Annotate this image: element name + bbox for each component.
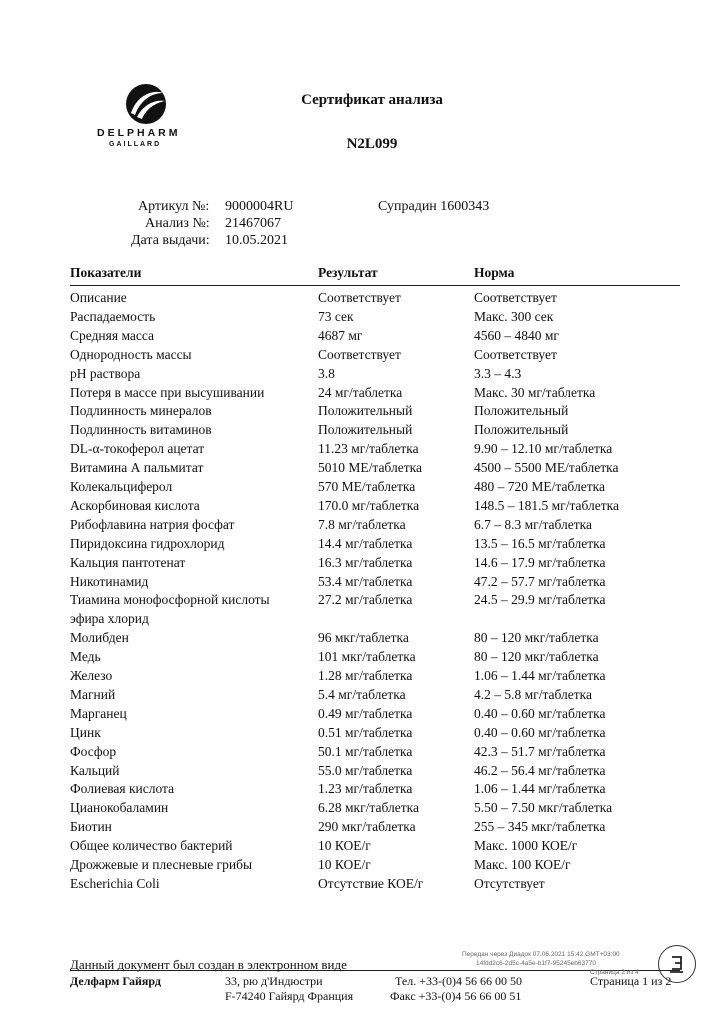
row-result: 7.8 мг/таблетка xyxy=(318,516,406,532)
row-parameter: Железо xyxy=(70,668,113,683)
row-norm: 6.7 – 8.3 мг/таблетка xyxy=(474,516,593,532)
row-result: Отсутствие КОЕ/г xyxy=(318,875,424,891)
row-norm: 80 – 120 мкг/таблетка xyxy=(474,630,599,646)
row-parameter: эфира хлорид xyxy=(70,611,149,627)
row-result: Соответствует xyxy=(318,346,401,362)
row-result: 290 мкг/таблетка xyxy=(318,819,416,835)
row-norm: Соответствует xyxy=(474,290,557,305)
row-norm: 3.3 – 4.3 xyxy=(474,365,522,381)
row-norm: 14.6 – 17.9 мг/таблетка xyxy=(474,554,606,570)
row-norm: 4.2 – 5.8 мг/таблетка xyxy=(474,686,593,702)
row-parameter: Средняя масса xyxy=(70,327,155,343)
row-result: 10 КОЕ/г xyxy=(318,857,371,872)
row-result: 14.4 мг/таблетка xyxy=(318,535,413,551)
diadoc-logo-icon xyxy=(659,946,695,982)
analysis-value: 21467067 xyxy=(225,216,281,231)
row-parameter: Потеря в массе при высушивании xyxy=(70,384,265,400)
row-result: 96 мкг/таблетка xyxy=(318,630,409,646)
row-norm: 5.50 – 7.50 мкг/таблетка xyxy=(474,800,613,816)
row-norm: Положительный xyxy=(474,403,569,419)
row-result: 5.4 мг/таблетка xyxy=(318,686,406,702)
row-parameter: Пиридоксина гидрохлорид xyxy=(70,535,225,551)
row-result: 27.2 мг/таблетка xyxy=(318,592,413,608)
electronic-note: Данный документ был создан в электронном виде xyxy=(70,957,347,972)
header-divider xyxy=(70,285,680,286)
row-parameter: Колекальциферол xyxy=(70,479,173,494)
row-norm: Макс. 1000 КОЕ/г xyxy=(474,838,578,854)
row-parameter: Распадаемость xyxy=(70,308,156,324)
date-label: Дата выдачи: xyxy=(131,233,210,248)
row-parameter: Однородность массы xyxy=(70,346,192,362)
row-parameter: Марганец xyxy=(70,705,127,721)
row-norm: Положительный xyxy=(474,422,569,438)
row-parameter: Фосфор xyxy=(70,743,117,759)
diadoc-icon xyxy=(658,945,696,983)
footer-tel: Тел. +33-(0)4 56 66 00 50 xyxy=(395,974,522,988)
row-norm: 13.5 – 16.5 мг/таблетка xyxy=(474,535,606,551)
row-result: 16.3 мг/таблетка xyxy=(318,554,413,570)
row-result: 73 сек xyxy=(318,308,354,324)
row-norm: 480 – 720 МЕ/таблетка xyxy=(474,479,605,494)
row-parameter: Медь xyxy=(70,649,101,665)
row-norm: 4560 – 4840 мг xyxy=(474,327,559,343)
row-norm: 9.90 – 12.10 мг/таблетка xyxy=(474,441,613,457)
row-result: 50.1 мг/таблетка xyxy=(318,743,413,759)
row-norm: 255 – 345 мкг/таблетка xyxy=(474,819,606,835)
row-result: 4687 мг xyxy=(318,327,363,343)
analysis-label: Анализ №: xyxy=(145,216,210,231)
row-parameter: Аскорбиновая кислота xyxy=(70,497,200,513)
row-result: 101 мкг/таблетка xyxy=(318,649,416,665)
row-result: 0.49 мг/таблетка xyxy=(318,705,413,721)
row-result: 3.8 xyxy=(318,365,335,381)
row-result: 1.23 мг/таблетка xyxy=(318,781,413,797)
row-parameter: Цианокобаламин xyxy=(70,800,169,816)
row-parameter: Описание xyxy=(70,290,127,305)
row-result: 5010 МЕ/таблетка xyxy=(318,460,422,476)
product-name: Супрадин 1600343 xyxy=(378,199,490,214)
row-parameter: Кальций xyxy=(70,762,120,778)
row-norm: Макс. 30 мг/таблетка xyxy=(474,384,596,400)
row-norm: 148.5 – 181.5 мг/таблетка xyxy=(474,497,620,513)
header-norm: Норма xyxy=(474,265,515,280)
row-parameter: DL-α-токоферол ацетат xyxy=(70,441,205,457)
row-parameter: pH раствора xyxy=(70,365,141,381)
row-parameter: Escherichia Coli xyxy=(70,875,160,891)
row-parameter: Цинк xyxy=(70,724,101,740)
row-norm: 46.2 – 56.4 мг/таблетка xyxy=(474,762,606,778)
footer-address-1: 33, рю д'Индюстри xyxy=(225,974,323,988)
article-label: Артикул №: xyxy=(138,199,210,214)
row-norm: Макс. 300 сек xyxy=(474,308,554,324)
row-parameter: Никотинамид xyxy=(70,573,149,589)
row-result: Положительный xyxy=(318,422,413,438)
row-parameter: Фолиевая кислота xyxy=(70,781,175,797)
row-parameter: Тиамина монофосфорной кислоты xyxy=(70,592,270,608)
row-result: 570 МЕ/таблетка xyxy=(318,479,416,494)
header-result: Результат xyxy=(318,265,378,280)
batch-number: N2L099 xyxy=(346,136,398,152)
row-result: Положительный xyxy=(318,403,413,419)
row-parameter: Общее количество бактерий xyxy=(70,838,233,854)
footer-fax: Факс +33-(0)4 56 66 00 51 xyxy=(390,989,522,1003)
row-parameter: Рибофлавина натрия фосфат xyxy=(70,516,235,532)
row-norm: 1.06 – 1.44 мг/таблетка xyxy=(474,668,606,683)
stamp-line-2: 14fdd2c6-2d5c-4a5e-b1f7-95245eb63770 xyxy=(476,960,596,967)
row-norm: Макс. 100 КОЕ/г xyxy=(474,857,571,872)
row-result: 10 КОЕ/г xyxy=(318,838,371,854)
stamp-line-3: Страница 2 из 4 xyxy=(590,969,639,976)
footer-address-2: F-74240 Гайярд Франция xyxy=(225,989,354,1003)
row-norm: 42.3 – 51.7 мг/таблетка xyxy=(474,743,606,759)
row-parameter: Молибден xyxy=(70,630,129,646)
row-result: 53.4 мг/таблетка xyxy=(318,573,413,589)
row-result: 55.0 мг/таблетка xyxy=(318,762,413,778)
article-value: 9000004RU xyxy=(225,199,294,214)
row-result: 1.28 мг/таблетка xyxy=(318,668,413,683)
logo-brand: DELPHARM xyxy=(97,127,181,139)
row-result: Соответствует xyxy=(318,290,401,305)
row-norm: 1.06 – 1.44 мг/таблетка xyxy=(474,781,606,797)
footer-company: Делфарм Гайярд xyxy=(70,974,162,988)
row-parameter: Магний xyxy=(70,686,116,702)
logo-subbrand: GAILLARD xyxy=(109,141,162,148)
row-parameter: Подлинность минералов xyxy=(70,403,212,419)
row-parameter: Дрожжевые и плесневые грибы xyxy=(70,857,253,872)
row-norm: Отсутствует xyxy=(474,875,545,891)
row-result: 170.0 мг/таблетка xyxy=(318,497,420,513)
document-title: Сертификат анализа xyxy=(301,92,443,108)
row-result: 0.51 мг/таблетка xyxy=(318,724,413,740)
row-norm: 80 – 120 мкг/таблетка xyxy=(474,649,599,665)
row-norm: 24.5 – 29.9 мг/таблетка xyxy=(474,592,606,608)
row-norm: 0.40 – 0.60 мг/таблетка xyxy=(474,724,606,740)
row-parameter: Кальция пантотенат xyxy=(70,554,186,570)
row-parameter: Витамина А пальмитат xyxy=(70,460,204,476)
row-result: 11.23 мг/таблетка xyxy=(318,441,419,457)
page-number: Страница 1 из 2 xyxy=(590,974,672,988)
row-parameter: Подлинность витаминов xyxy=(70,422,212,438)
stamp-line-1: Передан через Диадок 07.06.2021 15:42 GMT+03:00 xyxy=(462,951,620,958)
date-value: 10.05.2021 xyxy=(225,233,288,248)
row-norm: 0.40 – 0.60 мг/таблетка xyxy=(474,705,606,721)
row-norm: 47.2 – 57.7 мг/таблетка xyxy=(474,573,606,589)
row-parameter: Биотин xyxy=(70,819,112,835)
row-norm: Соответствует xyxy=(474,346,557,362)
row-norm: 4500 – 5500 МЕ/таблетка xyxy=(474,460,619,476)
diadoc-stamp xyxy=(462,950,639,977)
header-parameter: Показатели xyxy=(70,265,142,280)
row-result: 6.28 мкг/таблетка xyxy=(318,800,419,816)
row-result: 24 мг/таблетка xyxy=(318,384,403,400)
